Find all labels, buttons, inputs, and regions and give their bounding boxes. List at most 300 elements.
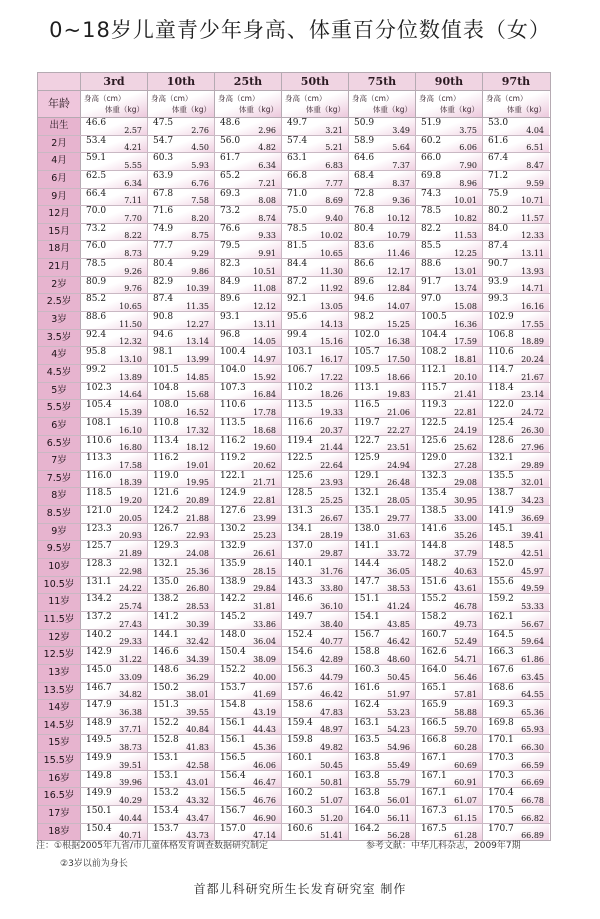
weight-value: 30.95 [454,496,477,506]
weight-label: 体重（kg） [506,105,546,114]
height-value: 156.1 [220,735,246,746]
height-value: 135.5 [488,470,514,481]
weight-value: 15.25 [387,319,410,329]
value-cell [215,136,282,153]
weight-value: 30.39 [186,619,209,629]
value-cell [349,453,416,470]
weight-value: 36.10 [320,601,343,611]
weight-value: 9.26 [124,266,142,276]
value-cell [81,806,148,823]
weight-value: 13.99 [186,354,209,364]
value-cell [81,294,148,311]
weight-value: 45.97 [521,566,544,576]
height-value: 95.8 [86,347,107,358]
height-value: 142.9 [86,647,112,658]
weight-value: 40.63 [454,566,477,576]
height-value: 157.6 [287,682,313,693]
table-row [38,630,550,648]
weight-value: 47.14 [253,831,276,841]
value-cell [349,700,416,717]
value-cell [81,400,148,417]
weight-value: 13.93 [521,266,544,276]
weight-value: 4.04 [526,125,544,135]
height-value: 61.7 [220,153,241,164]
value-cell [81,524,148,541]
height-value: 67.8 [153,188,174,199]
height-value: 161.6 [354,682,380,693]
value-cell [282,524,349,541]
value-cell [349,630,416,647]
weight-value: 16.38 [387,337,410,347]
height-value: 87.2 [287,276,308,287]
height-value: 108.0 [153,400,179,411]
value-cell [81,471,148,488]
weight-value: 50.45 [320,760,343,770]
value-cell [282,665,349,682]
value-cell [148,312,215,329]
value-cell [81,788,148,805]
weight-value: 46.42 [387,637,410,647]
height-value: 163.8 [354,753,380,764]
value-cell [215,436,282,453]
value-cell [282,136,349,153]
table-row [38,559,550,577]
value-cell [416,647,483,664]
value-cell [215,453,282,470]
table-row [38,524,550,542]
weight-value: 60.91 [454,778,477,788]
height-value: 125.6 [287,470,313,481]
height-value: 104.4 [421,329,447,340]
height-value: 116.6 [287,417,313,428]
weight-value: 46.90 [253,813,276,823]
height-value: 149.9 [86,753,112,764]
age-cell: 18月 [38,241,81,258]
weight-value: 65.93 [521,725,544,735]
weight-value: 4.82 [258,143,276,153]
height-value: 151.1 [354,594,380,605]
weight-value: 40.71 [119,831,142,841]
value-cell [483,330,549,347]
value-cell [416,347,483,364]
height-value: 141.6 [421,523,447,534]
value-cell [483,259,549,276]
weight-value: 17.22 [320,372,343,382]
value-cell [148,330,215,347]
height-value: 82.2 [421,223,442,234]
value-cell [282,735,349,752]
height-value: 129.3 [153,541,179,552]
value-cell [416,400,483,417]
height-value: 153.2 [153,788,179,799]
weight-value: 11.50 [119,319,142,329]
value-cell [215,471,282,488]
height-value: 104.0 [220,364,246,375]
weight-value: 27.43 [119,619,142,629]
height-value: 80.2 [488,206,509,217]
weight-value: 18.39 [119,478,142,488]
value-cell [349,224,416,241]
height-value: 66.8 [287,170,308,181]
weight-value: 6.34 [124,178,142,188]
value-cell [349,806,416,823]
weight-value: 7.11 [124,196,142,206]
measure-header-cell [349,91,416,117]
table-row [38,771,550,789]
height-value: 66.0 [421,153,442,164]
weight-value: 19.01 [186,460,209,470]
weight-value: 29.77 [387,513,410,523]
value-cell [349,506,416,523]
value-cell [349,594,416,611]
value-cell [416,506,483,523]
weight-value: 34.82 [119,690,142,700]
weight-value: 56.46 [454,672,477,682]
value-cell [282,647,349,664]
value-cell [483,241,549,258]
height-value: 89.6 [354,276,375,287]
weight-value: 19.60 [253,443,276,453]
value-cell [215,294,282,311]
height-value: 87.4 [153,294,174,305]
height-value: 167.5 [421,823,447,834]
height-value: 164.5 [488,629,514,640]
height-value: 53.4 [86,135,107,146]
weight-value: 56.28 [387,831,410,841]
weight-value: 25.62 [454,443,477,453]
value-cell [349,136,416,153]
weight-value: 66.30 [521,743,544,753]
height-value: 125.7 [86,541,112,552]
weight-value: 39.96 [119,778,142,788]
age-cell: 13.5岁 [38,683,81,700]
table-row [38,594,550,612]
height-value: 158.6 [287,700,313,711]
height-value: 135.9 [220,559,246,570]
height-value: 167.6 [488,664,514,675]
weight-value: 7.70 [124,213,142,223]
value-cell [483,118,549,135]
age-cell: 5.5岁 [38,400,81,417]
height-value: 165.1 [421,682,447,693]
value-cell [215,647,282,664]
value-cell [215,347,282,364]
weight-value: 15.08 [454,302,477,312]
height-value: 160.7 [421,629,447,640]
height-value: 71.6 [153,206,174,217]
height-value: 100.5 [421,312,447,323]
height-value: 125.4 [488,417,514,428]
value-cell [416,630,483,647]
value-cell [483,700,549,717]
weight-value: 27.28 [454,460,477,470]
weight-value: 48.60 [387,654,410,664]
table-row [38,541,550,559]
weight-value: 21.67 [521,372,544,382]
percentile-header: 25th [215,73,282,90]
value-cell [483,312,549,329]
height-value: 168.6 [488,682,514,693]
weight-value: 25.23 [253,531,276,541]
value-cell [148,365,215,382]
weight-value: 32.42 [186,637,209,647]
value-cell [282,312,349,329]
value-cell [282,365,349,382]
height-value: 169.8 [488,717,514,728]
weight-value: 7.90 [459,160,477,170]
value-cell [148,647,215,664]
age-cell: 12月 [38,206,81,223]
height-value: 94.6 [153,329,174,340]
value-cell [148,753,215,770]
height-value: 164.0 [421,664,447,675]
height-value: 84.4 [287,259,308,270]
height-value: 92.1 [287,294,308,305]
height-value: 103.1 [287,347,313,358]
weight-value: 18.89 [521,337,544,347]
value-cell [148,383,215,400]
height-value: 115.7 [421,382,447,393]
weight-value: 10.65 [320,249,343,259]
height-value: 91.7 [421,276,442,287]
weight-value: 16.10 [119,425,142,435]
height-value: 76.6 [220,223,241,234]
height-value: 160.1 [287,753,313,764]
table-row [38,471,550,489]
table-row [38,577,550,595]
height-value: 130.2 [220,523,246,534]
age-cell: 8.5岁 [38,506,81,523]
height-value: 80.9 [86,276,107,287]
height-value: 60.3 [153,153,174,164]
weight-value: 40.44 [119,813,142,823]
height-value: 166.5 [421,717,447,728]
value-cell [483,294,549,311]
weight-value: 21.41 [454,390,477,400]
table-row [38,718,550,736]
height-value: 90.7 [488,259,509,270]
weight-value: 17.78 [253,407,276,417]
height-value: 141.9 [488,506,514,517]
height-value: 167.1 [421,788,447,799]
weight-value: 64.55 [521,690,544,700]
value-cell [349,788,416,805]
weight-value: 2.76 [191,125,209,135]
weight-value: 14.13 [320,319,343,329]
value-cell [349,753,416,770]
weight-label: 体重（kg） [238,105,278,114]
table-row [38,347,550,365]
height-value: 65.2 [220,170,241,181]
weight-value: 20.10 [454,372,477,382]
measure-header-cell [81,91,148,117]
age-cell: 14.5岁 [38,718,81,735]
value-cell [282,753,349,770]
weight-value: 8.69 [325,196,343,206]
height-value: 165.9 [421,700,447,711]
height-value: 149.9 [86,788,112,799]
age-cell: 15.5岁 [38,753,81,770]
weight-value: 17.59 [454,337,477,347]
value-cell [215,259,282,276]
weight-value: 66.69 [521,778,544,788]
table-body [38,118,550,840]
weight-value: 29.33 [119,637,142,647]
height-value: 138.9 [220,576,246,587]
height-value: 59.1 [86,153,107,164]
height-value: 148.0 [220,629,246,640]
weight-value: 49.82 [320,743,343,753]
height-value: 76.8 [354,206,375,217]
height-value: 75.0 [287,206,308,217]
value-cell [483,806,549,823]
height-value: 122.5 [287,453,313,464]
weight-value: 43.32 [186,795,209,805]
height-value: 149.5 [86,735,112,746]
weight-value: 46.76 [253,795,276,805]
value-cell [81,594,148,611]
value-cell [282,259,349,276]
age-cell: 10岁 [38,559,81,576]
weight-value: 55.49 [387,760,410,770]
height-value: 63.9 [153,170,174,181]
weight-value: 26.67 [320,513,343,523]
height-value: 127.6 [220,506,246,517]
publisher-credit: 首都儿科研究所生长发育研究室 制作 [193,882,407,896]
weight-value: 26.80 [186,584,209,594]
height-value: 93.9 [488,276,509,287]
header-corner [38,73,81,90]
table-row [38,418,550,436]
weight-value: 13.05 [320,302,343,312]
weight-value: 5.93 [191,160,209,170]
weight-value: 40.77 [320,637,343,647]
height-value: 166.3 [488,647,514,658]
height-value: 94.6 [354,294,375,305]
weight-value: 56.11 [387,813,410,823]
table-row [38,488,550,506]
value-cell [416,418,483,435]
weight-value: 9.40 [325,213,343,223]
value-cell [215,153,282,170]
height-value: 153.4 [153,805,179,816]
height-value: 60.2 [421,135,442,146]
value-cell [416,241,483,258]
value-cell [349,771,416,788]
age-cell: 16岁 [38,771,81,788]
footnote-2: ②3岁以前为身长 [60,859,128,869]
weight-value: 36.05 [387,566,410,576]
height-value: 132.1 [488,453,514,464]
value-cell [483,524,549,541]
value-cell [215,189,282,206]
weight-value: 31.63 [387,531,410,541]
height-value: 121.6 [153,488,179,499]
height-value: 98.1 [153,347,174,358]
weight-value: 2.96 [258,125,276,135]
height-value: 156.1 [220,717,246,728]
table-row [38,189,550,207]
height-value: 132.3 [421,470,447,481]
weight-value: 19.20 [119,496,142,506]
weight-value: 58.88 [454,707,477,717]
height-value: 145.1 [488,523,514,534]
weight-value: 29.89 [521,460,544,470]
weight-value: 3.21 [325,125,343,135]
value-cell [215,577,282,594]
weight-value: 23.14 [521,390,544,400]
height-label: 身高（cm） [218,94,260,103]
weight-value: 25.74 [119,601,142,611]
height-value: 124.9 [220,488,246,499]
height-value: 47.5 [153,118,174,128]
height-value: 146.7 [86,682,112,693]
weight-value: 24.72 [521,407,544,417]
value-cell [148,559,215,576]
value-cell [416,718,483,735]
value-cell [215,277,282,294]
height-value: 119.7 [354,417,380,428]
table-row [38,612,550,630]
height-value: 157.0 [220,823,246,834]
value-cell [215,683,282,700]
value-cell [349,524,416,541]
height-value: 80.4 [153,259,174,270]
weight-value: 37.71 [119,725,142,735]
height-value: 166.8 [421,735,447,746]
height-value: 170.4 [488,788,514,799]
height-value: 106.7 [287,364,313,375]
height-value: 153.1 [153,753,179,764]
weight-value: 49.59 [521,584,544,594]
value-cell [483,136,549,153]
height-value: 145.0 [86,664,112,675]
weight-value: 33.09 [119,672,142,682]
weight-value: 11.92 [320,284,343,294]
footnote-1: 注：①根据2005年九省/市儿童体格发育调查数据研究制定 [36,841,269,851]
weight-value: 8.75 [191,231,209,241]
value-cell [416,383,483,400]
value-cell [349,118,416,135]
value-cell [416,771,483,788]
weight-value: 43.61 [454,584,477,594]
table-row [38,665,550,683]
value-cell [148,294,215,311]
weight-value: 13.89 [119,372,142,382]
value-cell [282,241,349,258]
height-value: 128.3 [86,559,112,570]
weight-value: 29.08 [454,478,477,488]
value-cell [148,718,215,735]
weight-value: 5.64 [392,143,410,153]
weight-value: 8.74 [258,213,276,223]
weight-value: 17.32 [186,425,209,435]
value-cell [148,771,215,788]
age-column-header: 年龄 [38,91,81,117]
value-cell [483,224,549,241]
height-value: 141.1 [354,541,380,552]
value-cell [148,524,215,541]
height-value: 71.2 [488,170,509,181]
height-value: 69.8 [421,170,442,181]
weight-value: 59.64 [521,637,544,647]
height-value: 134.2 [86,594,112,605]
weight-value: 6.34 [258,160,276,170]
weight-value: 28.53 [186,601,209,611]
weight-value: 5.55 [124,160,142,170]
height-value: 132.9 [220,541,246,552]
weight-value: 28.05 [387,496,410,506]
